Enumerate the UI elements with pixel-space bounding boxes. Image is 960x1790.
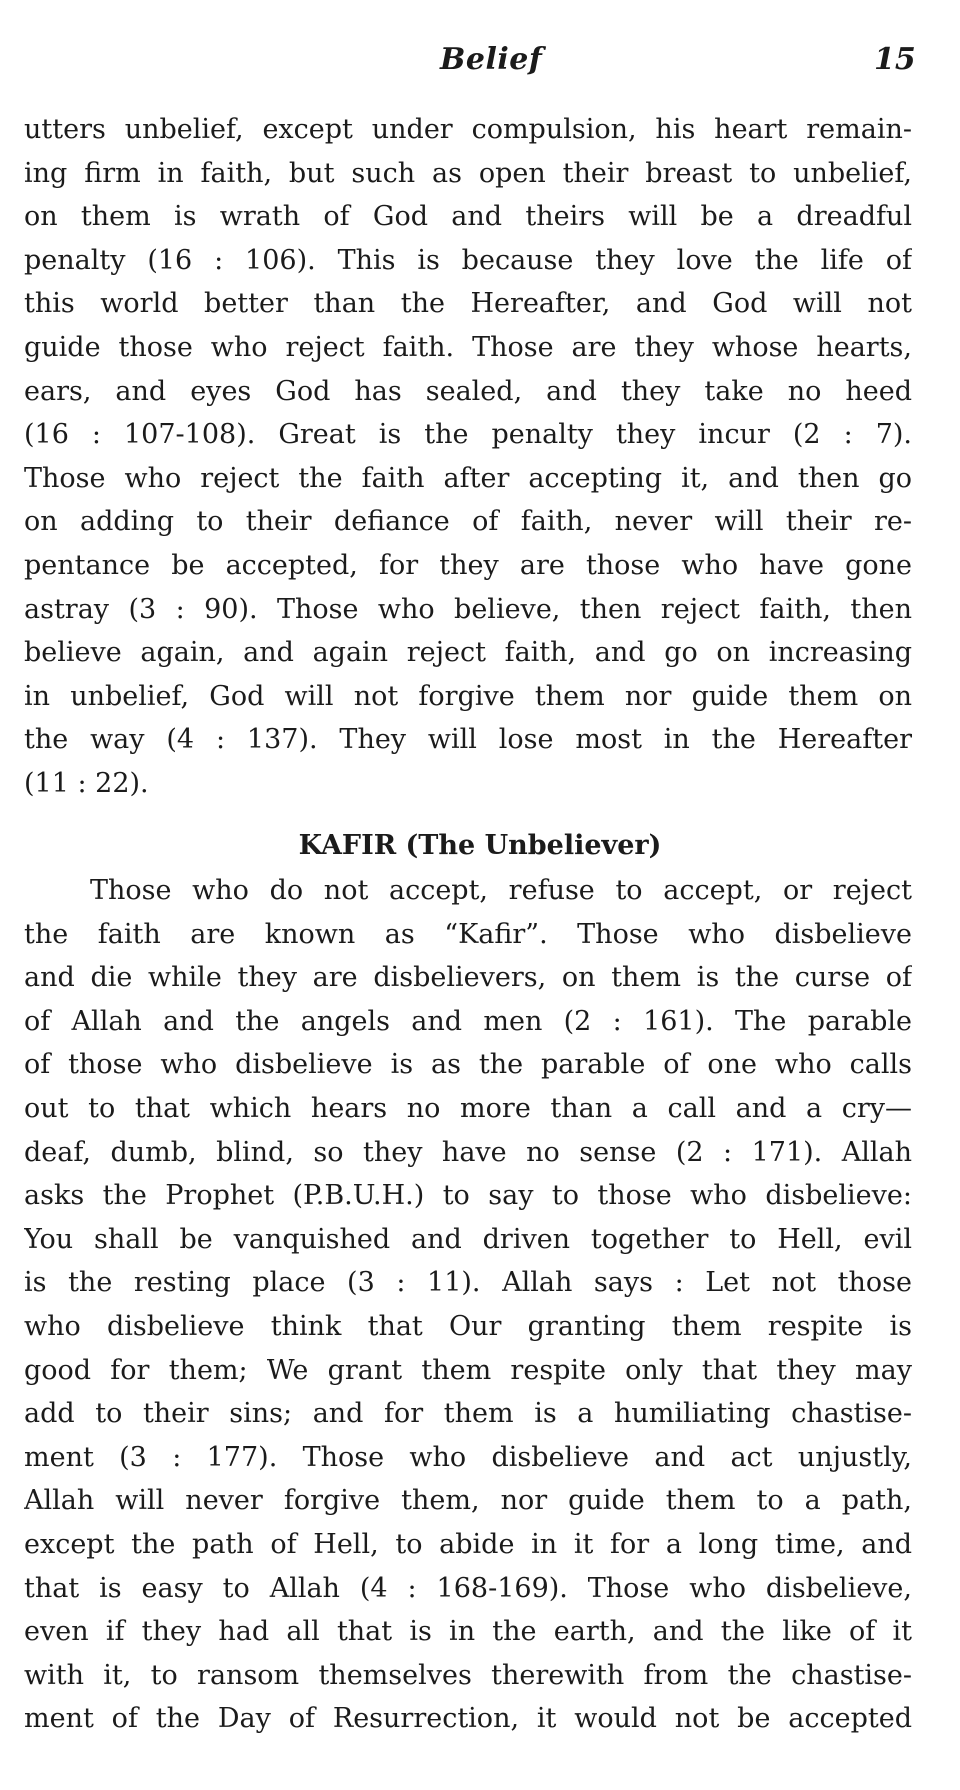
- text-line: out to that which hears no more than a call and a cry—: [24, 1092, 912, 1124]
- text-line: guide those who reject faith. Those are they whose hearts,: [24, 331, 912, 363]
- text-line: except the path of Hell, to abide in it for a long time, and: [24, 1528, 912, 1560]
- running-title: Belief: [440, 42, 543, 77]
- page-number: 15: [874, 42, 916, 77]
- text-line: Allah will never forgive them, nor guide them to a path,: [24, 1485, 912, 1517]
- text-line: astray (3 : 90). Those who believe, then reject faith, then: [24, 593, 912, 625]
- text-line: that is easy to Allah (4 : 168-169). Those who disbelieve,: [24, 1572, 912, 1604]
- text-line: of those who disbelieve is as the parable of one who calls: [24, 1049, 912, 1081]
- text-line: ears, and eyes God has sealed, and they take no heed: [24, 375, 912, 407]
- text-line: on them is wrath of God and theirs will be a dreadful: [24, 201, 912, 233]
- text-line: who disbelieve think that Our granting them respite is: [24, 1310, 912, 1342]
- text-line: is the resting place (3 : 11). Allah says : Let not those: [24, 1267, 912, 1299]
- text-line: utters unbelief, except under compulsion, his heart remain-: [24, 114, 912, 145]
- text-line: with it, to ransom themselves therewith from the chastise-: [24, 1659, 912, 1691]
- text-line: Those who reject the faith after accepting it, and then go: [24, 462, 912, 494]
- text-line: deaf, dumb, blind, so they have no sense (2 : 171). Allah: [24, 1136, 912, 1168]
- text-line: believe again, and again reject faith, and go on increasing: [24, 637, 912, 669]
- text-line: pentance be accepted, for they are those who have gone: [24, 549, 912, 581]
- text-line: the faith are known as “Kafir”. Those who disbelieve: [24, 918, 912, 950]
- text-line: of Allah and the angels and men (2 : 161). The parable: [24, 1005, 912, 1037]
- text-line: in unbelief, God will not forgive them nor guide them on: [24, 680, 912, 712]
- text-line: the way (4 : 137). They will lose most in the Hereafter: [24, 724, 912, 756]
- running-header: [0, 42, 960, 82]
- text-line: on adding to their defiance of faith, never will their re-: [24, 506, 912, 538]
- text-line: even if they had all that is in the earth, and the like of it: [24, 1616, 912, 1648]
- text-line: add to their sins; and for them is a humiliating chastise-: [24, 1398, 912, 1430]
- text-line: Those who do not accept, refuse to accept, or reject: [90, 875, 912, 906]
- text-line: penalty (16 : 106). This is because they love the life of: [24, 244, 912, 276]
- text-line: good for them; We grant them respite only that they may: [24, 1354, 912, 1386]
- text-line: (11 : 22).: [24, 767, 149, 799]
- text-line: and die while they are disbelievers, on them is the curse of: [24, 962, 912, 994]
- paragraph-kafir: [24, 869, 912, 1741]
- text-line: You shall be vanquished and driven together to Hell, evil: [24, 1223, 912, 1255]
- text-line: ment of the Day of Resurrection, it would not be accepted: [24, 1703, 912, 1735]
- text-line: ing firm in faith, but such as open their breast to unbelief,: [24, 157, 912, 189]
- text-line: (16 : 107-108). Great is the penalty they incur (2 : 7).: [24, 419, 912, 451]
- paragraph-belief-continued: [24, 108, 912, 806]
- text-line: asks the Prophet (P.B.U.H.) to say to those who disbelieve:: [24, 1180, 912, 1212]
- section-heading-kafir: KAFIR (The Unbeliever): [298, 830, 662, 861]
- text-line: this world better than the Hereafter, and God will not: [24, 288, 912, 320]
- text-line: ment (3 : 177). Those who disbelieve and act unjustly,: [24, 1441, 912, 1473]
